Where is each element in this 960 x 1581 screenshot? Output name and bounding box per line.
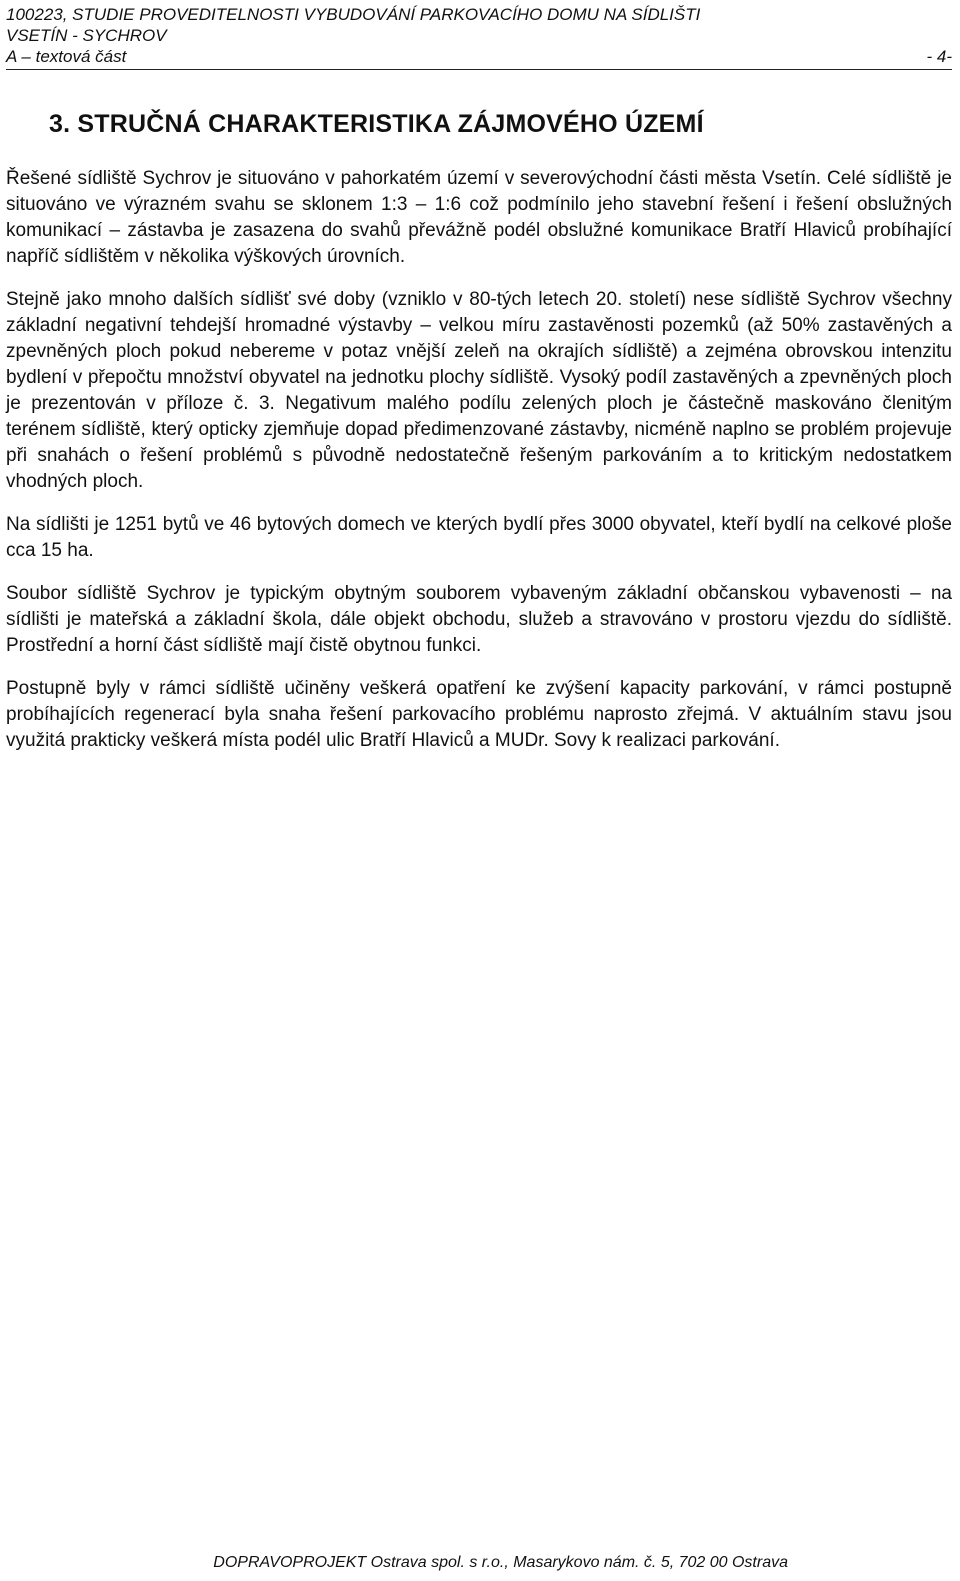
page-header — [6, 4, 952, 70]
paragraph-location: Řešené sídliště Sychrov je situováno v pahorkatém území v severovýchodní části města Vsetín. Celé sídliště je situováno ve výrazném svahu se sklonem 1:3 – 1:6 což podmínilo jeho stavební řešení i řešení obslužných komunikací – zástavba je zasazena do svahů převážně podél obslužné komunikace Bratří Hlaviců probíhající napříč sídlištěm v několika výškových úrovních. — [6, 168, 952, 267]
header-part-row — [6, 46, 952, 67]
paragraph-population: Na sídlišti je 1251 bytů ve 46 bytových domech ve kterých bydlí přes 3000 obyvatel, kteří bydlí na celkové ploše cca 15 ha. — [6, 514, 952, 561]
header-project-location: VSETÍN - SYCHROV — [6, 26, 167, 45]
document-body — [6, 166, 952, 771]
header-part-label: A – textová část — [6, 47, 127, 66]
paragraph-amenities: Soubor sídliště Sychrov je typickým obytným souborem vybaveným základní občanskou vybavenosti – na sídlišti je mateřská a základní škola, dále objekt obchodu, služeb a stravováno v prostoru vjezdu do sídliště. Prostřední a horní část sídliště mají čistě obytnou funkci. — [6, 583, 952, 656]
page-number: - 4- — [926, 47, 952, 66]
header-project-title: 100223, STUDIE PROVEDITELNOSTI VYBUDOVÁNÍ PARKOVACÍHO DOMU NA SÍDLIŠTI — [6, 5, 701, 24]
section-title: 3. STRUČNÁ CHARAKTERISTIKA ZÁJMOVÉHO ÚZEMÍ — [49, 110, 704, 138]
page-footer: DOPRAVOPROJEKT Ostrava spol. s r.o., Masarykovo nám. č. 5, 702 00 Ostrava — [213, 1554, 788, 1571]
paragraph-parking: Postupně byly v rámci sídliště učiněny veškerá opatření ke zvýšení kapacity parkování, v rámci postupně probíhajících regenerací byla snaha řešení parkovacího problému naprosto zřejmá. V aktuálním stavu jsou využitá prakticky veškerá místa podél ulic Bratří Hlaviců a MUDr. Sovy k realizaci parkování. — [6, 678, 952, 751]
paragraph-history: Stejně jako mnoho dalších sídlišť své doby (vzniklo v 80-tých letech 20. století) nese sídliště Sychrov všechny základní negativní tehdejší hromadné výstavby – velkou míru zastavěnosti pozemků (až 50% zastavěných a zpevněných ploch pokud nebereme v potaz vnější zeleň na okrajích sídliště) a zejména obrovskou intenzitu bydlení v přepočtu množství obyvatel na jednotku plochy sídliště. Vysoký podíl zastavěných a zpevněných ploch je prezentován v příloze č. 3. Negativum malého podílu zelených ploch je částečně maskováno členitým terénem sídliště, který opticky zjemňuje dopad předimenzované zástavby, nicméně naplno se problém projevuje při snahách o řešení problémů s původně nedostatečně řešeným parkováním a to kritickým nedostatkem vhodných ploch. — [6, 289, 952, 492]
